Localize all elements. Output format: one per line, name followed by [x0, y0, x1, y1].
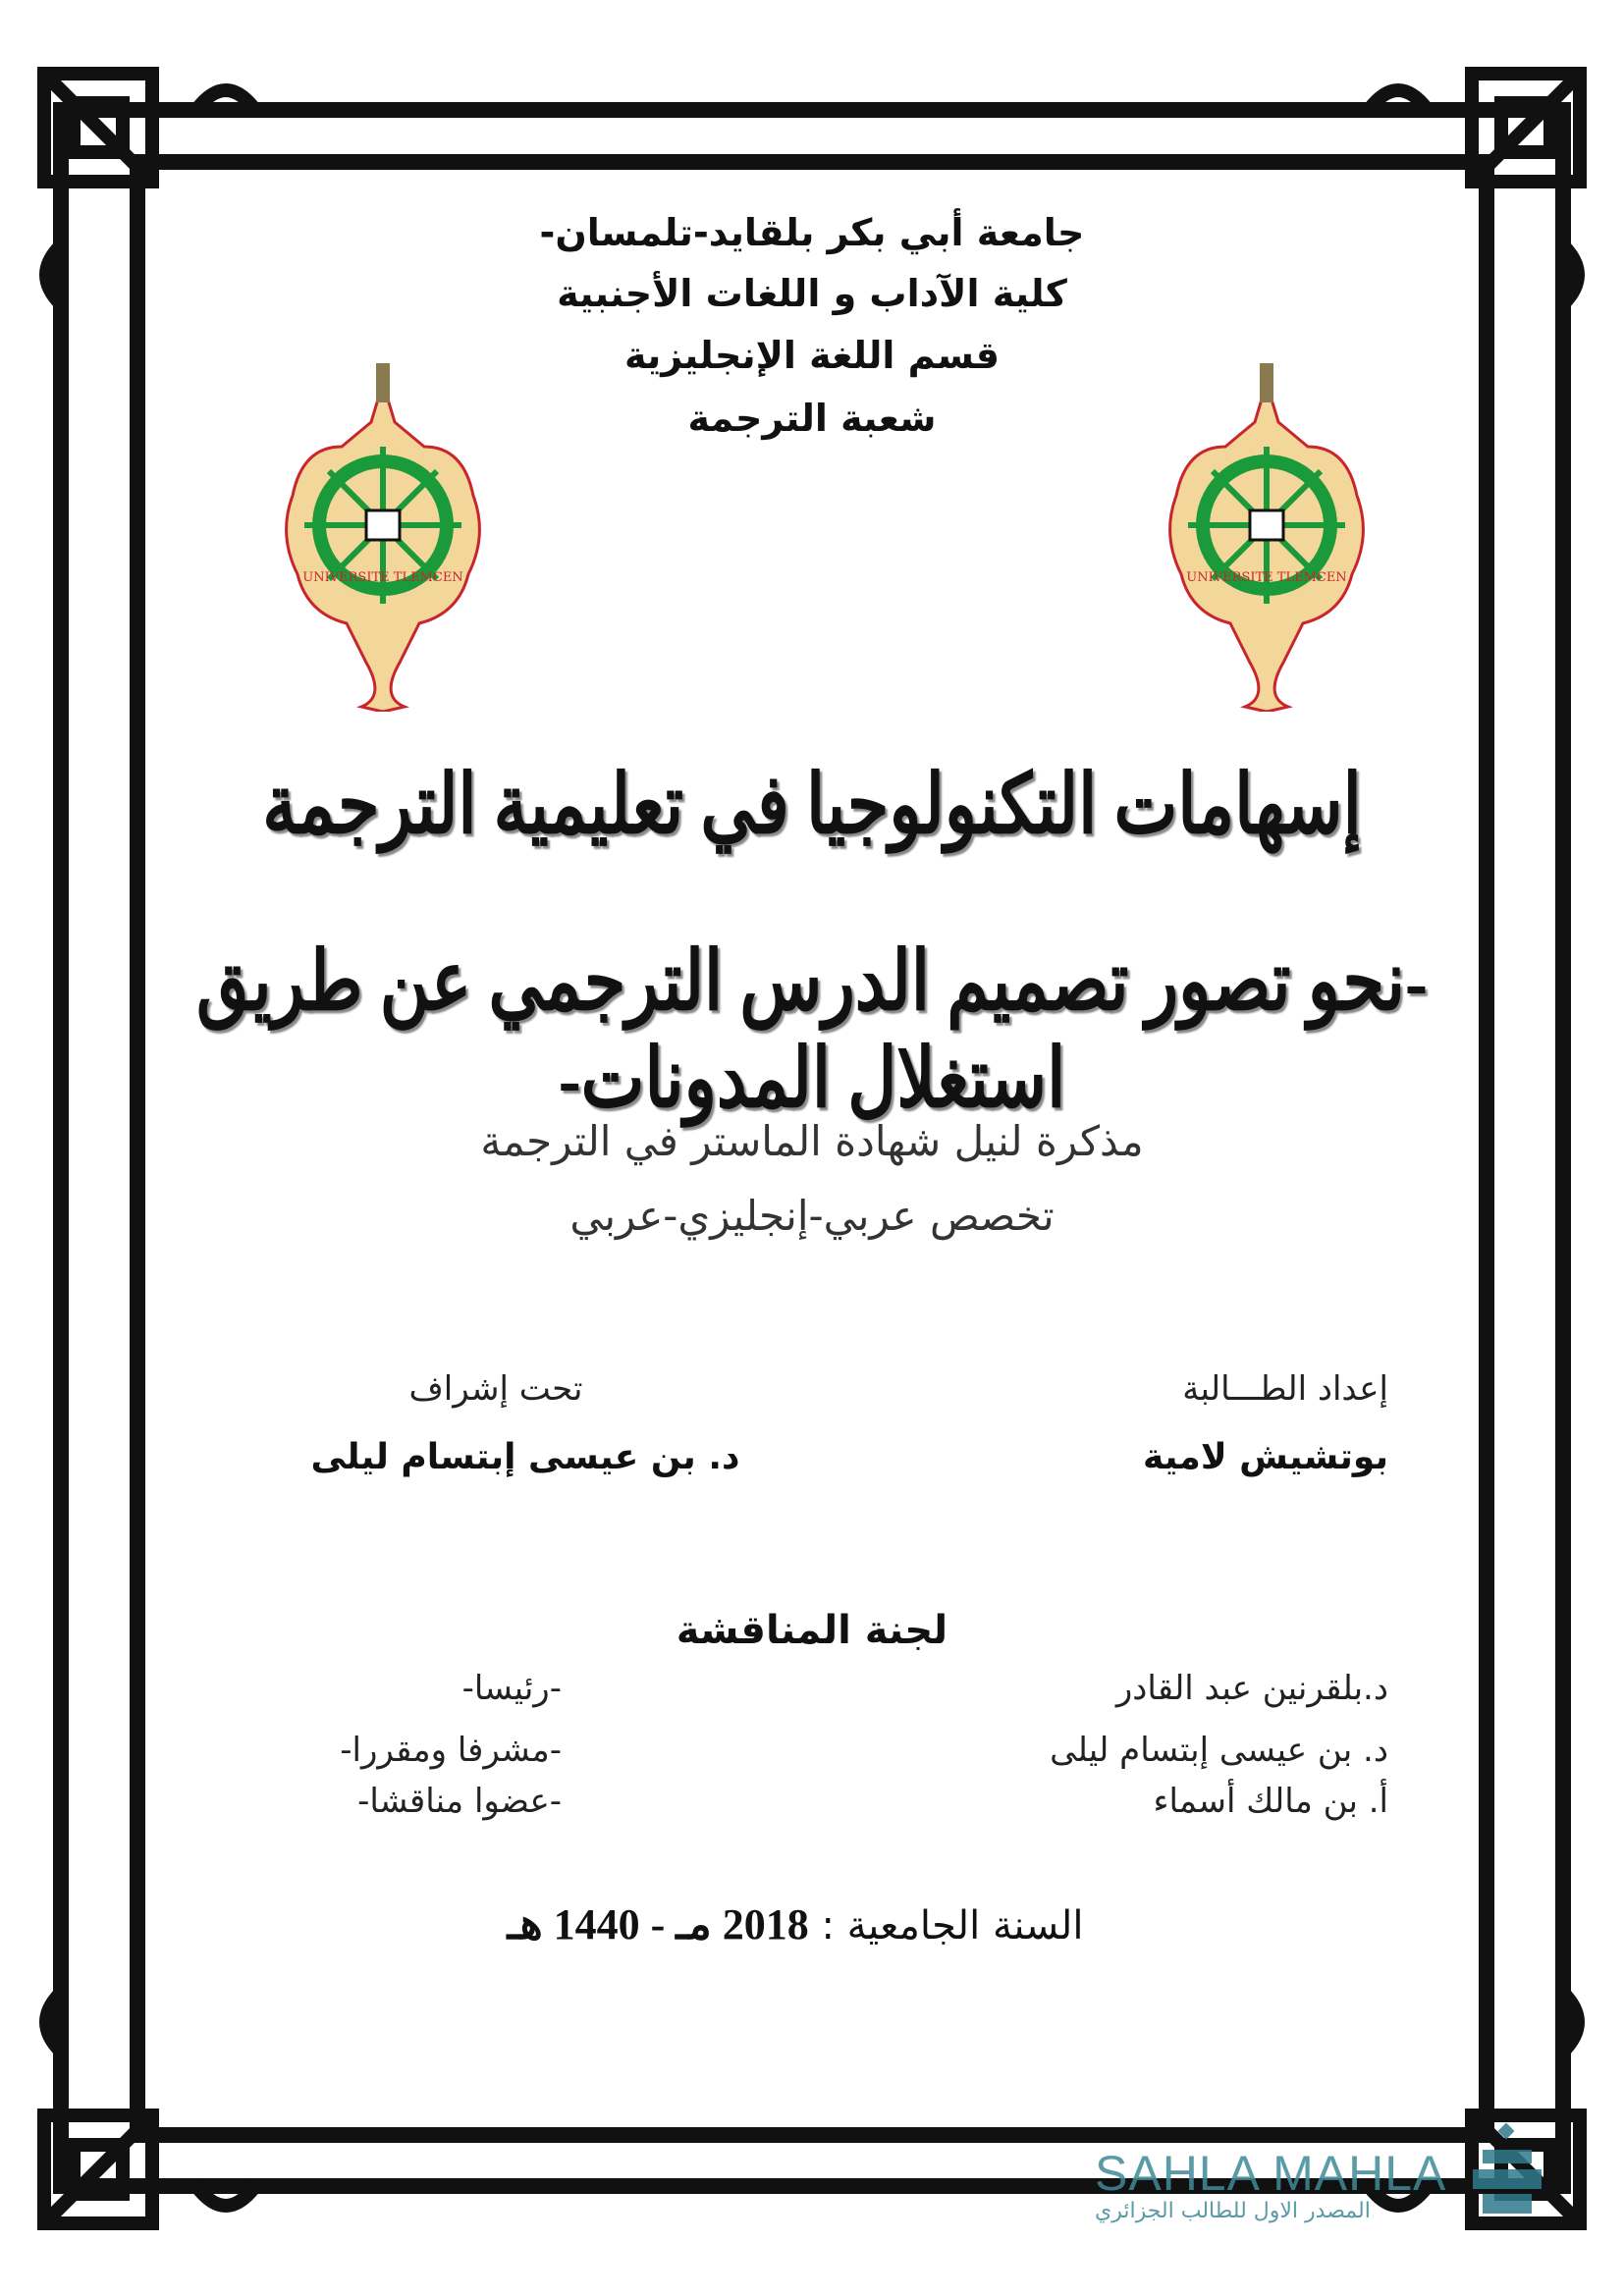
- subtitle-specialty: تخصص عربي-إنجليزي-عربي: [569, 1192, 1055, 1240]
- logo-text: UNIVERSITE TLEMCEN: [1186, 570, 1347, 585]
- committee-member-name: د.بلقرنين عبد القادر: [1115, 1669, 1388, 1708]
- academic-year-value: 2018 مـ - 1440 هـ: [507, 1900, 809, 1949]
- committee-member-role: -مشرفا ومقررا-: [340, 1731, 562, 1770]
- supervisor-label: تحت إشراف: [408, 1369, 583, 1409]
- committee-member-name: أ. بن مالك أسماء: [1153, 1782, 1388, 1821]
- student-name: بوتشيش لامية: [1143, 1437, 1388, 1477]
- faculty-name: كلية الآداب و اللغات الأجنبية: [557, 272, 1067, 315]
- university-name: جامعة أبي بكر بلقايد-تلمسان-: [539, 211, 1085, 254]
- thesis-title-line2: -نحو تصور تصميم الدرس الترجمي عن طريق استغلال المدونات-: [196, 936, 1428, 1125]
- watermark-logo-icon: [1463, 2120, 1551, 2228]
- committee-title: لجنة المناقشة: [676, 1608, 948, 1653]
- committee-member-name: د. بن عيسى إبتسام ليلى: [1050, 1731, 1388, 1770]
- department-name: قسم اللغة الإنجليزية: [623, 334, 1001, 377]
- academic-year: [491, 1899, 1100, 1949]
- logo-text: UNIVERSITE TLEMCEN: [302, 570, 463, 585]
- watermark-tagline: المصدر الاول للطالب الجزائري: [1095, 2199, 1371, 2223]
- supervisor-name: د. بن عيسى إبتسام ليلى: [310, 1437, 740, 1477]
- university-logo-left: [280, 363, 486, 712]
- committee-member-role: -عضوا مناقشا-: [357, 1782, 562, 1821]
- academic-year-label: السنة الجامعية :: [821, 1903, 1084, 1949]
- subtitle-degree: مذكرة لنيل شهادة الماستر في الترجمة: [480, 1117, 1144, 1165]
- thesis-title-line1: إسهامات التكنولوجيا في تعليمية الترجمة: [262, 760, 1362, 851]
- student-label: إعداد الطـــالبة: [1182, 1369, 1388, 1409]
- watermark-brand: SAHLA MAHLA: [1095, 2146, 1447, 2201]
- branch-name: شعبة الترجمة: [687, 397, 937, 440]
- committee-member-role: -رئيسا-: [461, 1669, 562, 1708]
- university-logo-right: [1164, 363, 1370, 712]
